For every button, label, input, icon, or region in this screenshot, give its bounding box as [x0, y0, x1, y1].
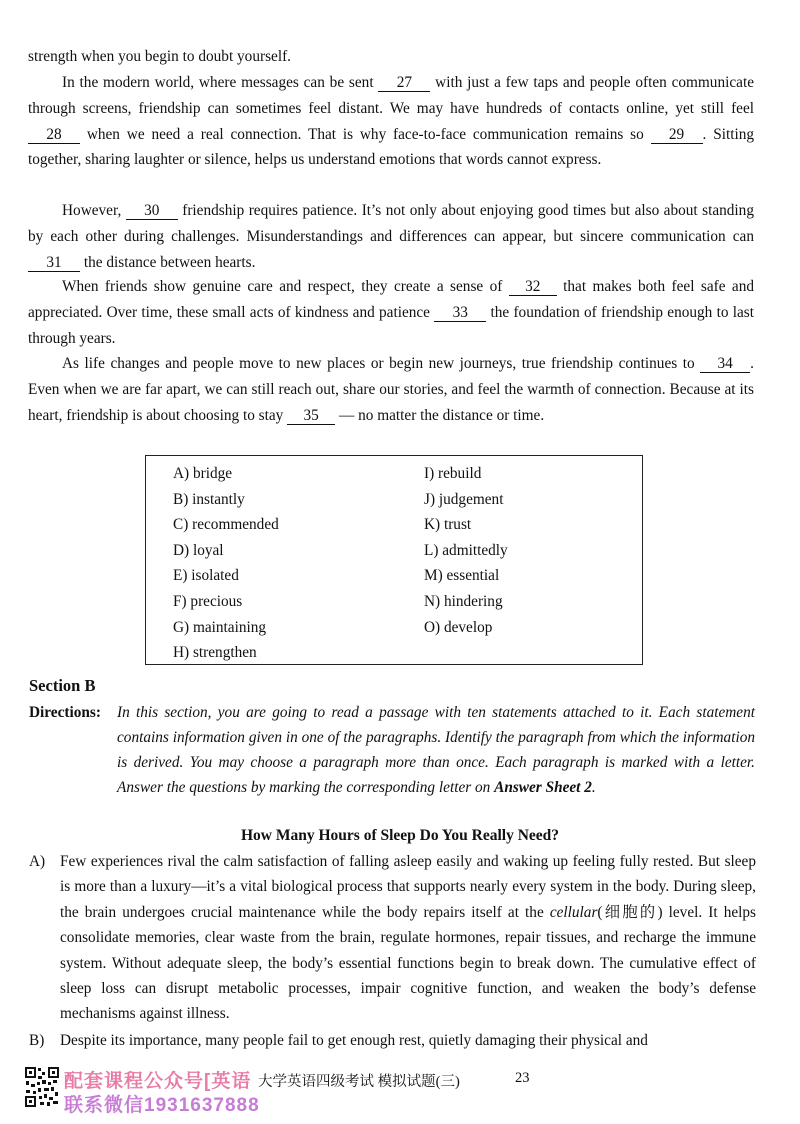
watermark-line-2: 联系微信1931637888 [64, 1095, 260, 1116]
text: when we need a real connection. That is why face-to-face communication remains so [80, 125, 651, 143]
option-n: N) hindering [424, 593, 503, 610]
text: As life changes and people move to new places or begin new journeys, true friendship continues to [62, 355, 701, 372]
option-b: B) instantly [173, 491, 245, 508]
text: When friends show genuine care and respect, they create a sense of [62, 278, 509, 295]
text: In the modern world, where messages can be sent [62, 74, 379, 91]
directions-text [117, 700, 755, 800]
blank-28[interactable]: 28 [28, 126, 80, 144]
word-bank [145, 455, 643, 665]
option-f: F) precious [173, 593, 243, 610]
watermark-line-1: 配套课程公众号[英语 [64, 1071, 252, 1092]
option-d: D) loyal [173, 542, 224, 559]
blank-34[interactable]: 34 [700, 355, 750, 373]
text: with just a few taps and people often communicate through screens, friendship can sometimes feel distant. We may have hundreds of contacts online, yet still feel [28, 74, 754, 117]
text: level. It helps consolidate memories, clear waste from the brain, regulate hormones, repair tissues, and recharge the immune system. Without adequate sleep, the body’s essential functions begin to break down. The cumulative effect of sleep loss can disrupt metabolic processes, impair cognitive function, and weaken the body’s defense mechanisms against illness. [60, 903, 756, 1023]
text: (细胞的) [597, 903, 663, 921]
blank-27[interactable]: 27 [378, 74, 430, 92]
section-b-title: Section B [29, 676, 96, 695]
blank-29[interactable]: 29 [651, 126, 703, 144]
blank-35[interactable]: 35 [287, 407, 335, 425]
option-c: C) recommended [173, 516, 279, 533]
paragraph-3 [28, 274, 754, 351]
text-italic: cellular [549, 903, 598, 921]
text: that makes both feel safe and appreciated. Over time, these small acts of kindness and patience [28, 278, 754, 321]
option-l: L) admittedly [424, 542, 508, 559]
paragraph-2 [28, 198, 754, 275]
qr-code-icon [24, 1066, 60, 1108]
option-o: O) develop [424, 619, 493, 636]
option-h: H) strengthen [173, 644, 257, 661]
option-e: E) isolated [173, 567, 239, 584]
passage-title: How Many Hours of Sleep Do You Really Need? [240, 827, 560, 844]
text: Few experiences rival the calm satisfaction of falling asleep easily and waking up feeling fully rested. But sleep is more than a luxury—it’s a vital biological process that supports nearly every system in the body. During sleep, the brain undergoes crucial maintenance while the body repairs itself at the [60, 853, 756, 921]
paragraph-b-label: B) [29, 1032, 45, 1049]
option-k: K) trust [424, 516, 472, 533]
text: the distance between hearts. [80, 253, 256, 271]
option-g: G) maintaining [173, 619, 267, 636]
paragraph-a-label: A) [29, 853, 46, 870]
text: . Sitting together, sharing laughter or silence, helps us understand emotions that words cannot express. [28, 125, 755, 169]
paragraph-1 [28, 70, 754, 173]
paragraph-b: Despite its importance, many people fail to get enough rest, quietly damaging their physical and [60, 1032, 648, 1049]
blank-31[interactable]: 31 [28, 254, 80, 272]
option-a: A) bridge [173, 465, 233, 482]
paragraph-continuation: strength when you begin to doubt yourself. [28, 48, 291, 65]
text: . Even when we are far apart, we can still reach out, share our stories, and feel the warmth of connection. Because at its heart, friendship is about choosing to stay [28, 355, 754, 424]
option-i: I) rebuild [424, 465, 482, 482]
footer-exam-title: 大学英语四级考试 模拟试题(三) [258, 1074, 460, 1090]
option-m: M) essential [424, 567, 500, 584]
paragraph-4 [28, 351, 754, 428]
blank-30[interactable]: 30 [126, 202, 178, 220]
page-number: 23 [515, 1070, 530, 1086]
paragraph-a [60, 849, 756, 1027]
text: the foundation of friendship enough to last through years. [28, 303, 754, 347]
blank-32[interactable]: 32 [509, 278, 557, 296]
option-j: J) judgement [424, 491, 504, 508]
text: However, [62, 202, 126, 219]
text: In this section, you are going to read a passage with ten statements attached to it. Each statement contains information given in one of the paragraphs. Identify the paragraph from which the information is derived. You may choose a paragraph more than once. Each paragraph is marked with a letter. Answer the questions by marking the corresponding letter on [117, 704, 755, 796]
directions-label: Directions: [29, 704, 101, 721]
text-bold: Answer Sheet 2 [494, 779, 592, 796]
text: — no matter the distance or time. [335, 406, 545, 424]
blank-33[interactable]: 33 [434, 304, 486, 322]
text: . [591, 779, 596, 796]
text: friendship requires patience. It’s not only about enjoying good times but also about standing by each other during challenges. Misunderstandings and differences can appear, but sincere communication can [28, 202, 754, 245]
